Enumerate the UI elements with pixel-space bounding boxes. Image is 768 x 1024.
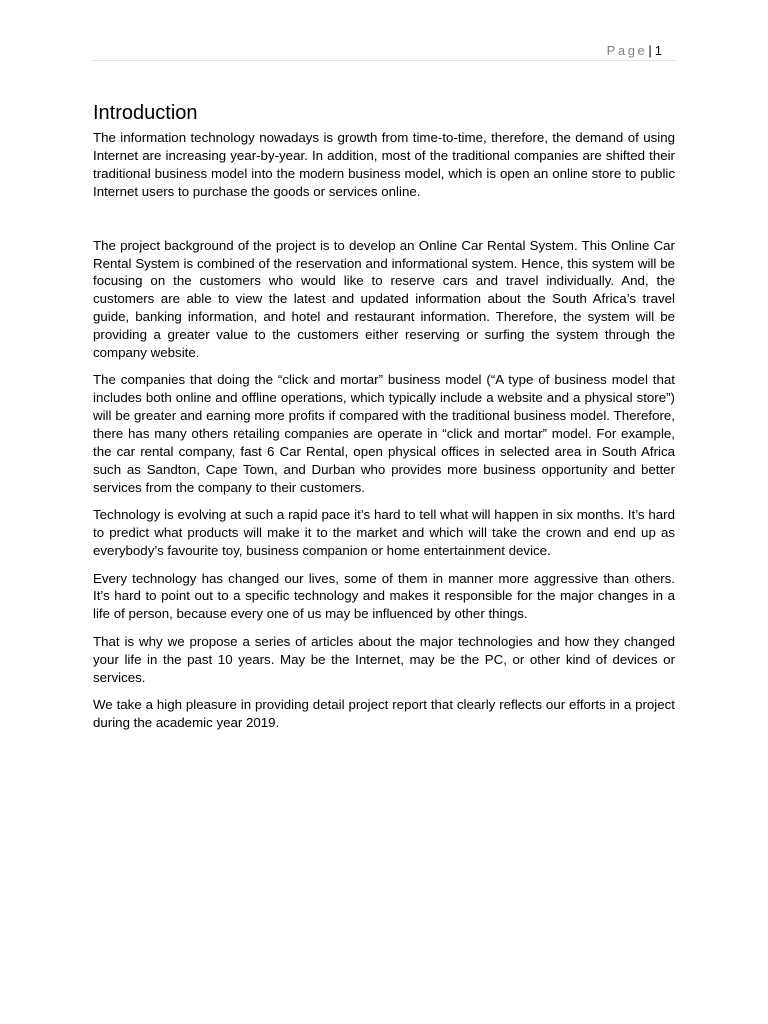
- section-title: Introduction: [93, 102, 198, 124]
- page-number-indicator: [607, 42, 662, 59]
- paragraph-closing: We take a high pleasure in providing detail project report that clearly reflects our efforts in a project during the academic year 2019.: [93, 696, 675, 730]
- page-label: Page: [606, 43, 648, 58]
- paragraph-click-and-mortar: The companies that doing the “click and mortar” business model (“A type of business model that includes both online and offline operations, which typically include a website and a physical store”) will be greater and earning more profits if compared with the traditional business model. Therefore, there has many others retailing companies are operate in “click and mortar” model. For example, the car rental company, fast 6 Car Rental, open physical offices in selected area in South Africa such as Sandton, Cape Town, and Durban who provides more business opportunity and better services from the company to their customers.: [93, 372, 675, 495]
- page-separator: |: [648, 43, 652, 58]
- paragraph-project-background: The project background of the project is to develop an Online Car Rental System. This Online Car Rental System is combined of the reservation and informational system. Hence, this system will be focusing on the customers who would like to reserve cars and travel individually. And, the customers are able to view the latest and updated information about the South Africa’s travel guide, banking information, and hotel and restaurant information. Therefore, the system will be providing a greater value to the customers either reserving or surfing the system through the company website.: [93, 237, 675, 361]
- paragraph-articles-proposal: That is why we propose a series of articles about the major technologies and how they changed your life in the past 10 years. May be the Internet, may be the PC, or other kind of devices or services.: [93, 633, 675, 685]
- paragraph-technology-changes: Every technology has changed our lives, some of them in manner more aggressive than others. It’s hard to point out to a specific technology and makes it responsible for the major changes in a life of person, because every one of us may be influenced by other things.: [93, 570, 675, 622]
- page-number: 1: [654, 43, 662, 58]
- page-header: [92, 42, 676, 61]
- document-body: [93, 100, 675, 732]
- paragraph-intro: The information technology nowadays is growth from time-to-time, therefore, the demand of using Internet are increasing year-by-year. In addition, most of the traditional companies are shifted their traditional business model into the modern business model, which is open an online store to public Internet users to purchase the goods or services online.: [93, 130, 675, 199]
- paragraph-technology-pace: Technology is evolving at such a rapid pace it’s hard to tell what will happen in six months. It’s hard to predict what products will make it to the market and which will take the crown and end up as everybody’s favourite toy, business companion or home entertainment device.: [93, 507, 675, 559]
